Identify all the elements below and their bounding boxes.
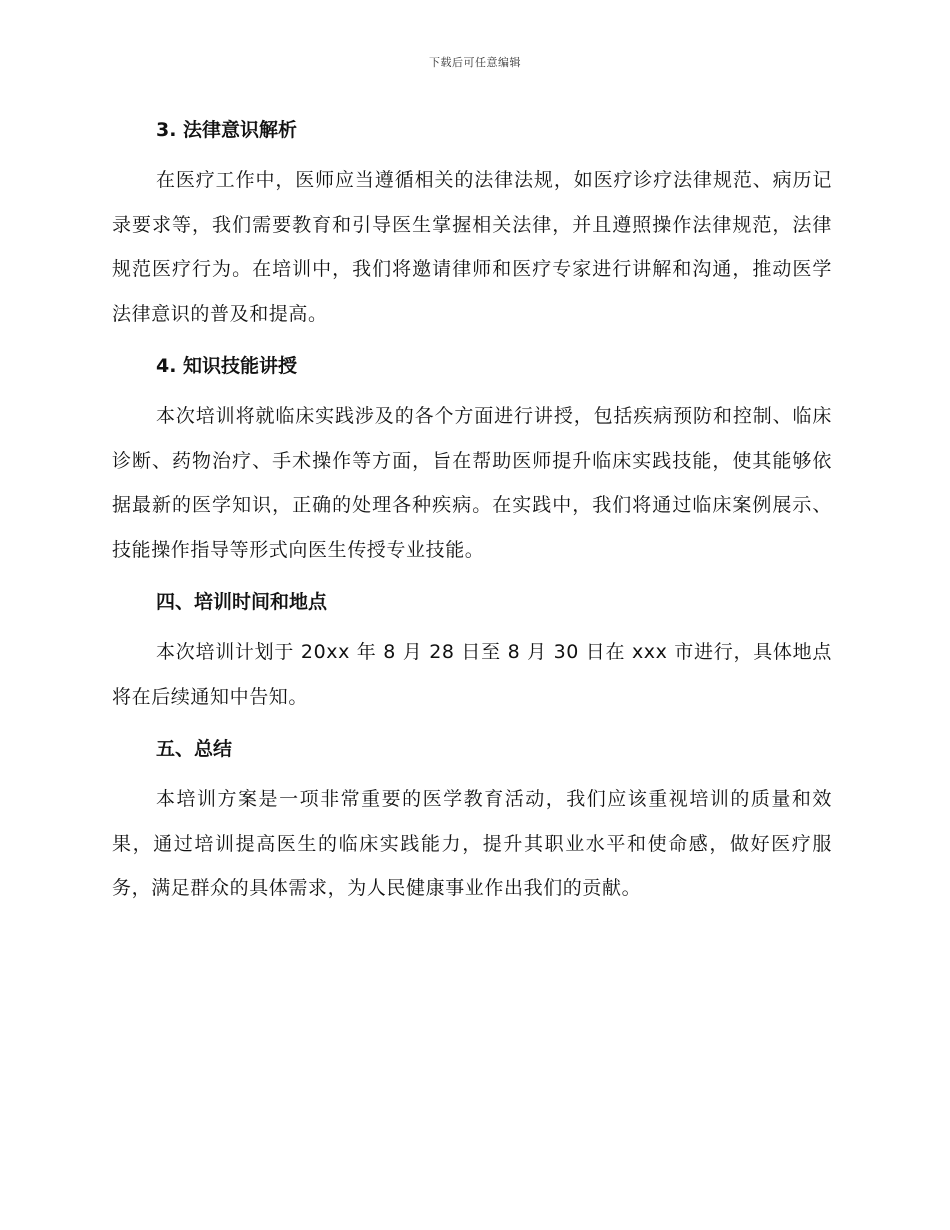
- section-paragraph: 本培训方案是一项非常重要的医学教育活动，我们应该重视培训的质量和效果，通过培训提高医生的临床实践能力，提升其职业水平和使命感，做好医疗服务，满足群众的具体需求，为人民健康事业作出我们的贡献。: [112, 788, 832, 899]
- page-header: 下载后可任意编辑: [429, 56, 521, 69]
- section-summary: [112, 731, 832, 911]
- section-heading: 五、总结: [156, 738, 233, 760]
- section-heading: 4. 知识技能讲授: [156, 355, 298, 377]
- section-time-location: [112, 584, 832, 719]
- section-paragraph: 本次培训计划于 20xx 年 8 月 28 日至 8 月 30 日在 xxx 市进行，具体地点将在后续通知中告知。: [112, 641, 832, 708]
- section-knowledge-skills: [112, 348, 832, 572]
- section-legal-awareness: [112, 112, 832, 336]
- section-heading: 四、培训时间和地点: [156, 591, 328, 613]
- section-paragraph: 在医疗工作中，医师应当遵循相关的法律法规，如医疗诊疗法律规范、病历记录要求等，我们需要教育和引导医生掌握相关法律，并且遵照操作法律规范，法律规范医疗行为。在培训中，我们将邀请律师和医疗专家进行讲解和沟通，推动医学法律意识的普及和提高。: [112, 169, 832, 325]
- document-body: [112, 112, 832, 911]
- section-heading: 3. 法律意识解析: [156, 119, 298, 141]
- section-paragraph: 本次培训将就临床实践涉及的各个方面进行讲授，包括疾病预防和控制、临床诊断、药物治疗、手术操作等方面，旨在帮助医师提升临床实践技能，使其能够依据最新的医学知识，正确的处理各种疾病。在实践中，我们将通过临床案例展示、技能操作指导等形式向医生传授专业技能。: [112, 405, 832, 561]
